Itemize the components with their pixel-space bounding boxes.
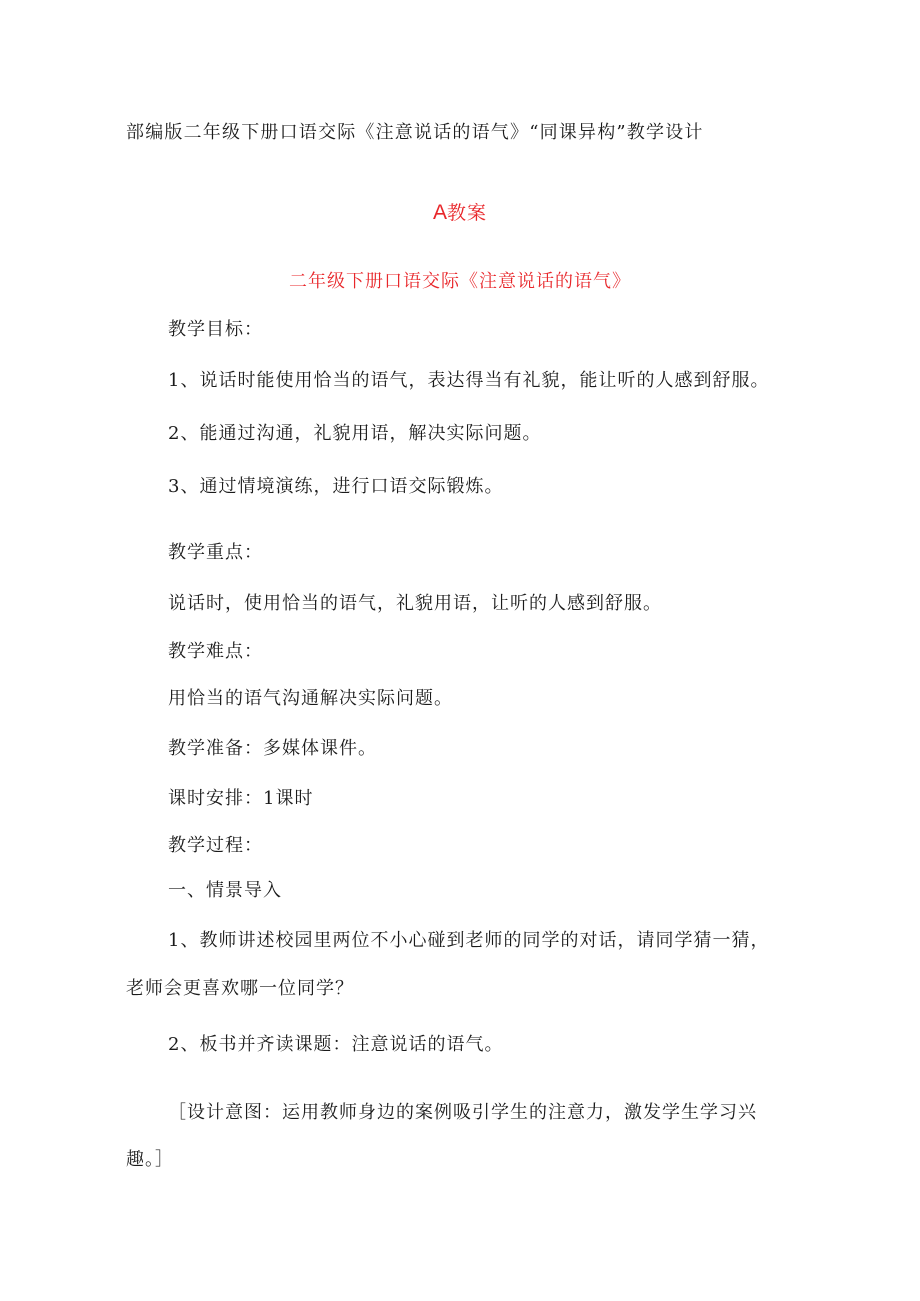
preparation-text: 教学准备：多媒体课件。 xyxy=(168,738,377,759)
goals-heading: 教学目标： xyxy=(168,319,263,340)
goal-item: 2、能通过沟通，礼貌用语，解决实际问题。 xyxy=(168,423,542,444)
key-points-heading: 教学重点： xyxy=(168,542,263,563)
design-intent-line: 趣。］ xyxy=(126,1149,174,1170)
goal-item: 3、通过情境演练，进行口语交际锻炼。 xyxy=(168,476,504,497)
step-one-item-line: 1、教师讲述校园里两位不小心碰到老师的同学的对话，请同学猜一猜， xyxy=(168,930,770,951)
schedule-text: 课时安排：1课时 xyxy=(168,788,314,809)
difficulty-text: 用恰当的语气沟通解决实际问题。 xyxy=(168,688,453,709)
difficulty-heading: 教学难点： xyxy=(168,641,263,662)
section-heading xyxy=(0,200,920,226)
key-points-text: 说话时，使用恰当的语气，礼貌用语，让听的人感到舒服。 xyxy=(168,593,662,614)
step-one-item: 2、板书并齐读课题：注意说话的语气。 xyxy=(168,1034,504,1055)
document-title: 部编版二年级下册口语交际《注意说话的语气》“同课异构”教学设计 xyxy=(126,122,704,143)
step-one-heading: 一、情景导入 xyxy=(168,880,282,901)
design-intent-line: ［设计意图：运用教师身边的案例吸引学生的注意力，激发学生学习兴 xyxy=(168,1102,757,1123)
process-heading: 教学过程： xyxy=(168,835,263,856)
section-label: 教案 xyxy=(447,202,488,224)
goal-item: 1、说话时能使用恰当的语气，表达得当有礼貌，能让听的人感到舒服。 xyxy=(168,370,770,391)
lesson-subtitle: 二年级下册口语交际《注意说话的语气》 xyxy=(289,271,631,292)
step-one-item-line: 老师会更喜欢哪一位同学？ xyxy=(126,978,354,999)
section-letter: A xyxy=(432,201,447,224)
